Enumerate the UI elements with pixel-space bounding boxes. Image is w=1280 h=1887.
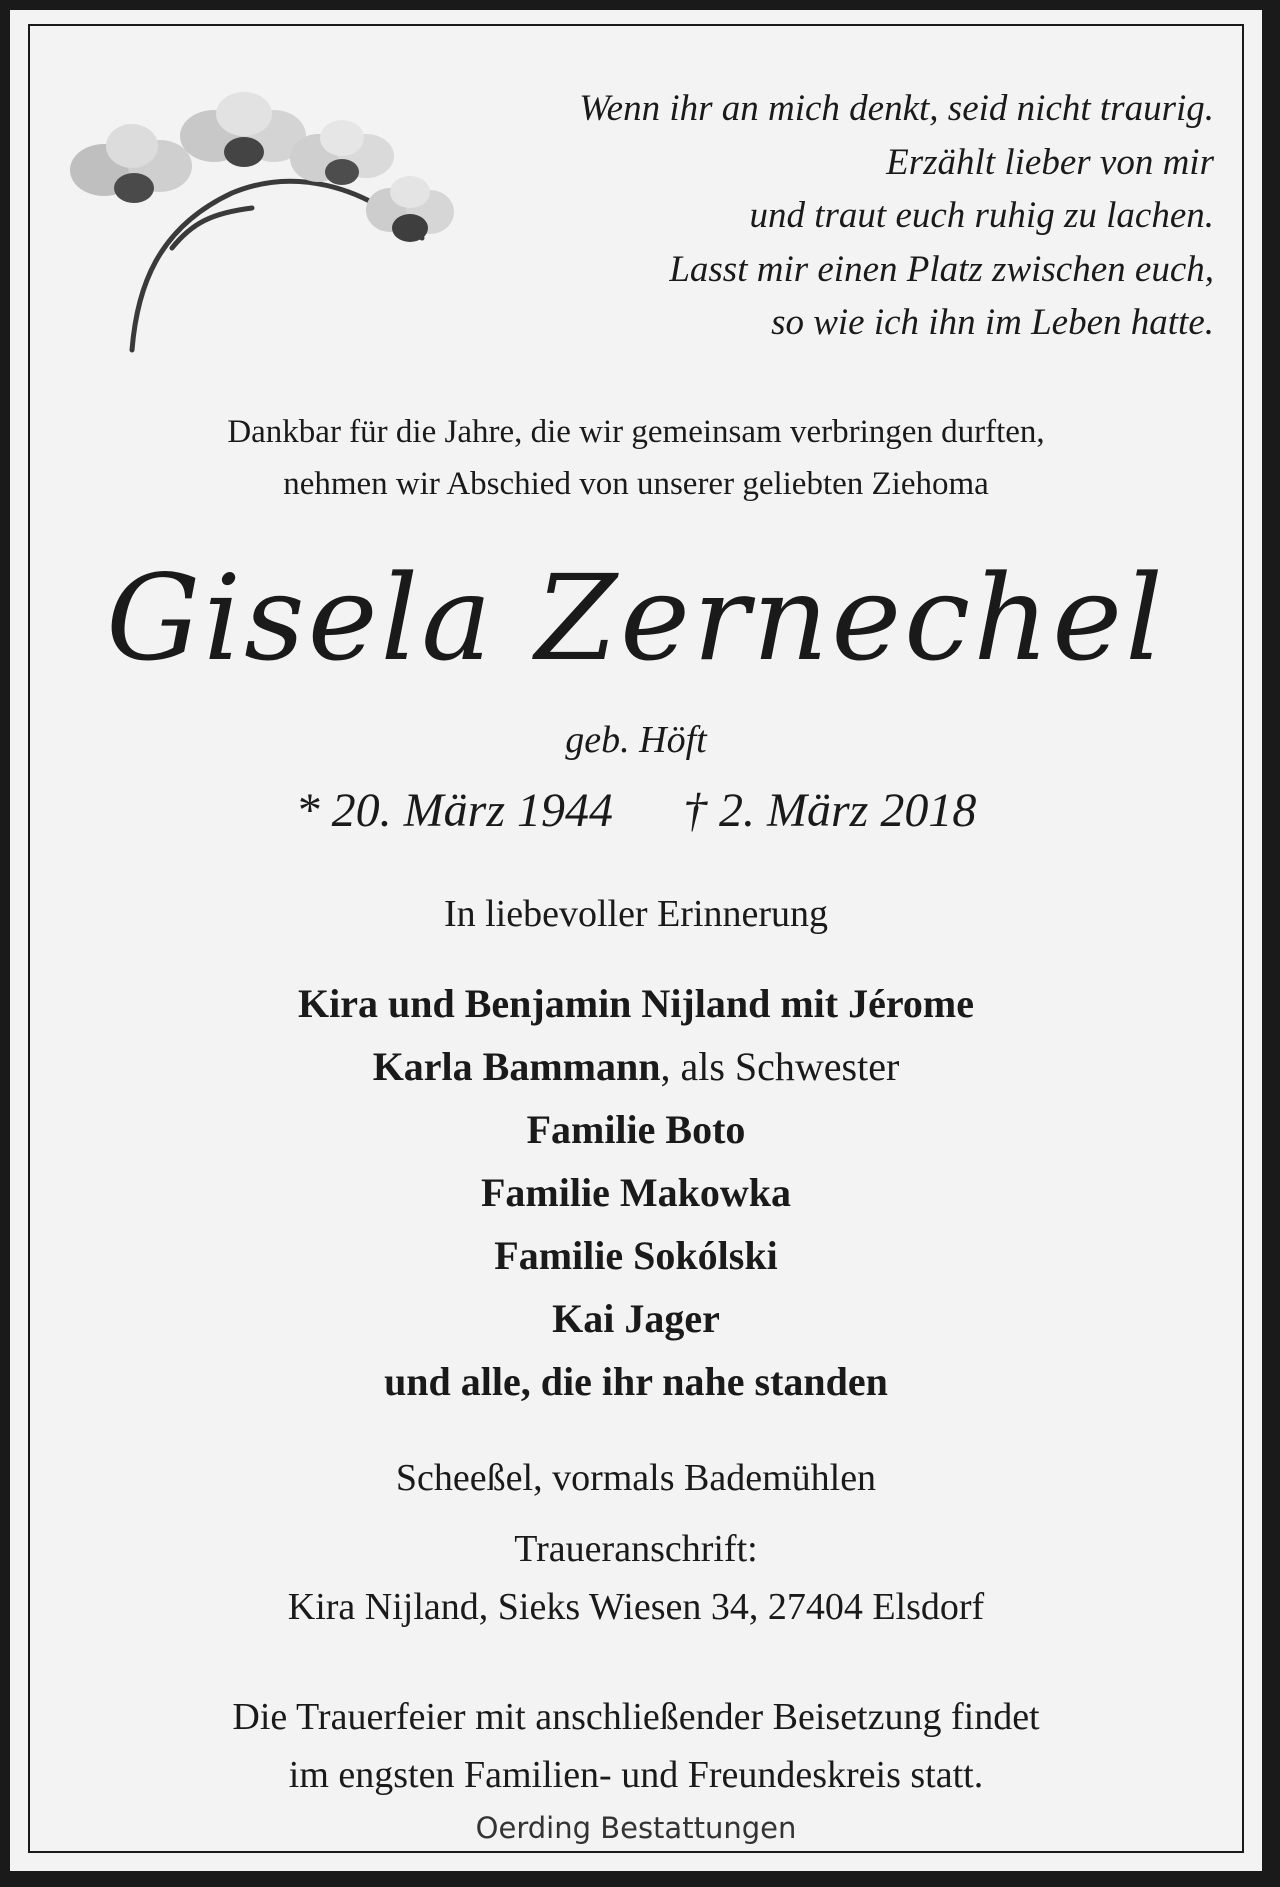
orchid-icon [62, 88, 502, 358]
obituary-notice [10, 10, 1262, 1871]
funeral-home: Oerding Bestattungen [475, 1811, 797, 1845]
funeral-info [10, 1688, 1262, 1804]
address-value: Kira Nijland, Sieks Wiesen 34, 27404 Elsdorf [287, 1586, 985, 1628]
memorial-line: In liebevoller Erinnerung [443, 893, 829, 935]
mourner-line: Kai Jager [552, 1296, 720, 1341]
mourners-list [10, 972, 1262, 1413]
poem-line: und traut euch ruhig zu lachen. [749, 195, 1214, 236]
mourner-line: Familie Sokólski [494, 1233, 778, 1278]
address-label: Traueranschrift: [514, 1528, 758, 1570]
birth-date: * 20. März 1944 [295, 784, 613, 837]
deceased-name: Gisela Zernechel [106, 549, 1166, 687]
poem [454, 82, 1214, 350]
mourner-name: Karla Bammann [372, 1044, 661, 1089]
funeral-line: im engsten Familien- und Freundeskreis statt. [288, 1754, 984, 1796]
mourner-relation: , als Schwester [660, 1044, 900, 1089]
maiden-name: geb. Höft [565, 719, 707, 761]
place-line: Scheeßel, vormals Bademühlen [395, 1457, 877, 1499]
intro-text [10, 406, 1262, 510]
intro-line: Dankbar für die Jahre, die wir gemeinsam verbringen durften, [227, 414, 1045, 450]
mourner-line: Familie Boto [526, 1107, 746, 1152]
poem-line: so wie ich ihn im Leben hatte. [771, 302, 1214, 343]
life-dates [10, 782, 1262, 840]
mourner-line: Kira und Benjamin Nijland mit Jérome [298, 981, 974, 1026]
mourner-line [10, 1035, 1262, 1098]
poem-line: Erzählt lieber von mir [886, 141, 1214, 183]
funeral-line: Die Trauerfeier mit anschließender Beisetzung findet [232, 1696, 1040, 1738]
mourner-line: Familie Makowka [481, 1170, 791, 1215]
mourning-address [10, 1520, 1262, 1636]
death-date: † 2. März 2018 [683, 784, 977, 837]
mourner-line: und alle, die ihr nahe standen [384, 1359, 888, 1404]
poem-line: Wenn ihr an mich denkt, seid nicht traurig. [579, 88, 1214, 129]
poem-line: Lasst mir einen Platz zwischen euch, [669, 248, 1214, 290]
intro-line: nehmen wir Abschied von unserer geliebten Ziehoma [283, 466, 989, 502]
